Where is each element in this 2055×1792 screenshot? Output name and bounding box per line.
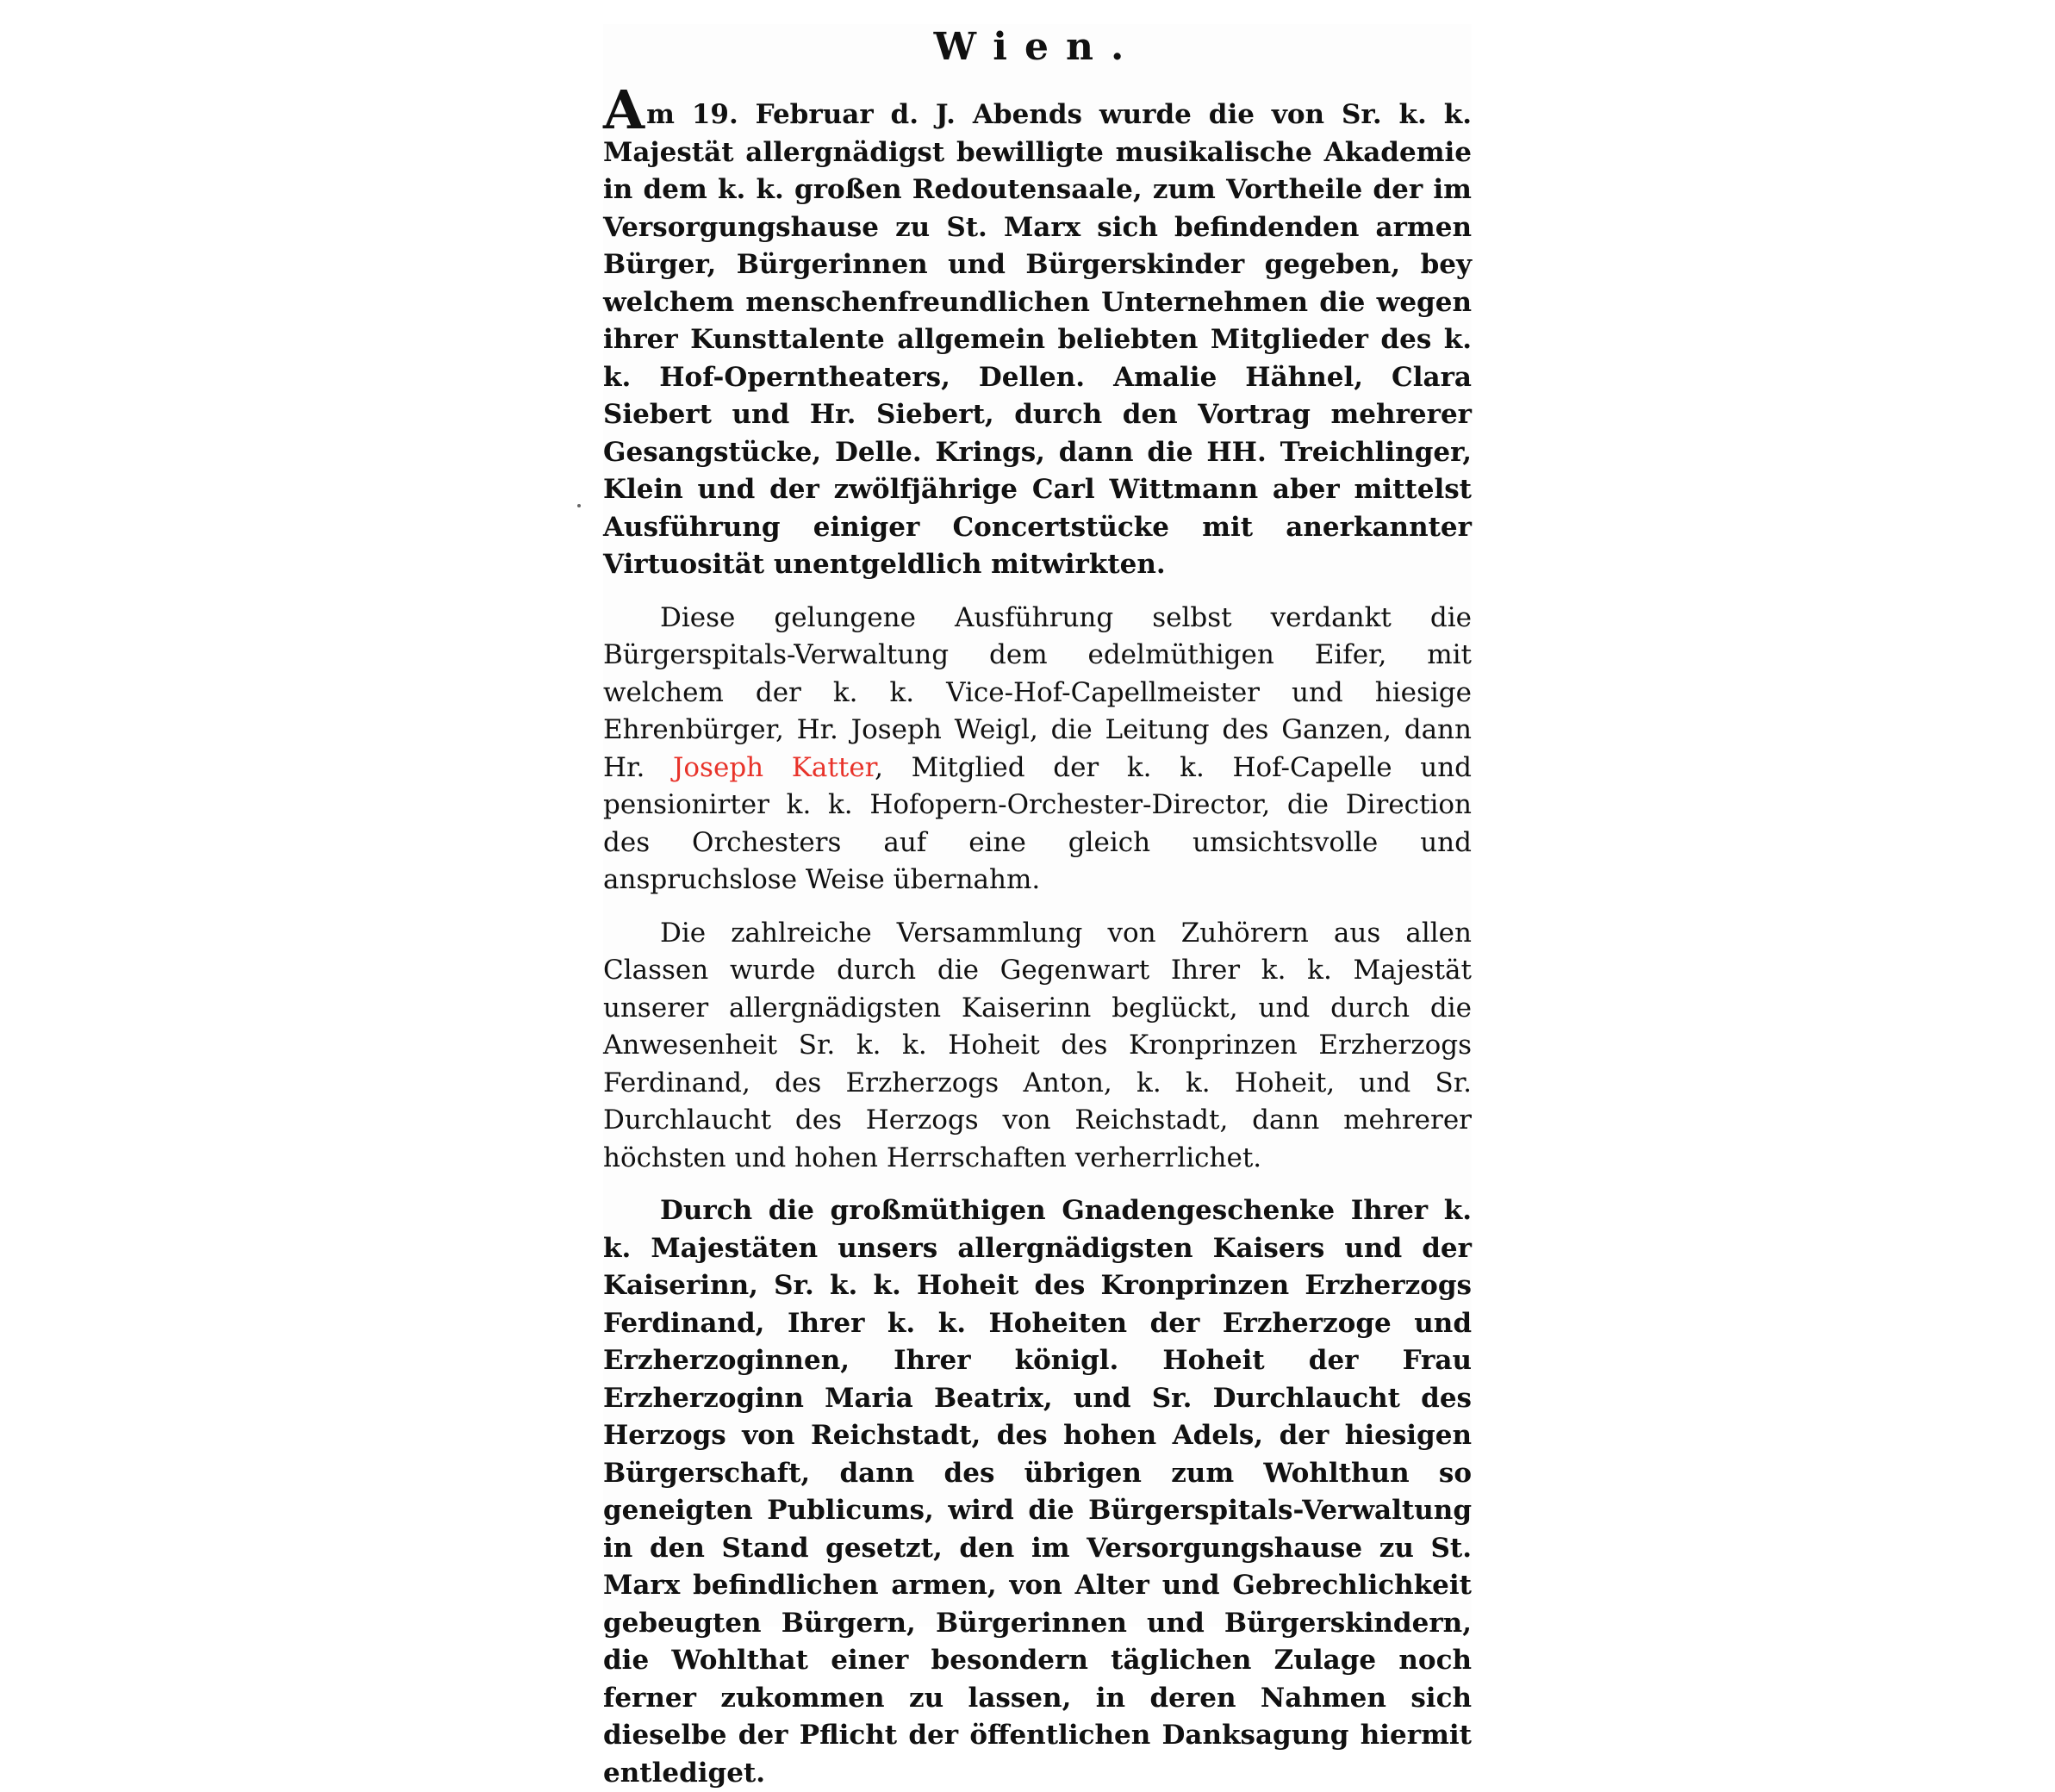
article-heading: Wien. <box>933 25 1142 69</box>
stray-ink-dot <box>577 504 581 507</box>
paragraph-2 <box>603 600 1472 899</box>
paragraph-1 <box>603 78 1472 584</box>
highlighted-name: Joseph Katter <box>672 751 875 783</box>
paragraph-4-text: Durch die großmüthigen Gnadengeschenke Ihrer k. k. Majestäten unsers allergnädigsten Kaisers und der Kaiserinn, Sr. k. k. Hoheit des Kronprinzen Erzherzogs Ferdinand, Ihrer k. k. Hoheiten der Erzherzoge und Erzherzoginnen, Ihrer königl. Hoheit der Frau Erzherzoginn Maria Beatrix, und Sr. Durchlaucht des Herzogs von Reichstadt, des hohen Adels, der hiesigen Bürgerschaft, dann des übrigen zum Wohlthun so geneigten Publicums, wird die Bürgerspitals-Verwaltung in den Stand gesetzt, den im Versorgungshause zu St. Marx befindlichen armen, von Alter und Gebrechlichkeit gebeugten Bürgern, Bürgerinnen und Bürgerskindern, die Wohlthat einer besondern täglichen Zulage noch ferner zukommen zu lassen, in deren Nahmen sich dieselbe der Pflicht der öffentlichen Danksagung hiermit entlediget. <box>603 1195 1472 1789</box>
paragraph-2-text-after: , Mitglied der k. k. Hof-Capelle und pensionirter k. k. Hofopern-Orchester-Director, die Direction des Orchesters auf eine gleich umsichtsvolle und anspruchslose Weise übernahm. <box>603 751 1473 895</box>
article-column <box>603 24 1473 1789</box>
paragraph-4 <box>603 1192 1472 1792</box>
drop-capital: A <box>603 78 645 141</box>
paragraph-3 <box>603 915 1472 1178</box>
paragraph-3-text: Die zahlreiche Versammlung von Zuhörern aus allen Classen wurde durch die Gegenwart Ihrer k. k. Majestät unserer allergnädigsten Kaiserinn beglückt, und durch die Anwesenheit Sr. k. k. Hoheit des Kronprinzen Erzherzogs Ferdinand, des Erzherzogs Anton, k. k. Hoheit, und Sr. Durchlaucht des Herzogs von Reichstadt, dann mehrerer höchsten und hohen Herrschaften verherrlichet. <box>603 917 1472 1173</box>
paragraph-1-text: m 19. Februar d. J. Abends wurde die von Sr. k. k. Majestät allergnädigst bewilligte musikalische Akademie in dem k. k. großen Redoutensaale, zum Vortheile der im Versorgungshause zu St. Marx sich befindenden armen Bürger, Bürgerinnen und Bürgerskinder gegeben, bey welchem menschenfreundlichen Unternehmen die wegen ihrer Kunsttalente allgemein beliebten Mitglieder des k. k. Hof-Operntheaters, Dellen. Amalie Hähnel, Clara Siebert und Hr. Siebert, durch den Vortrag mehrerer Gesangstücke, Delle. Krings, dann die HH. Treichlinger, Klein und der zwölfjährige Carl Wittmann aber mittelst Ausführung einiger Concertstücke mit anerkannter Virtuosität unentgeldlich mitwirkten. <box>603 99 1472 580</box>
paragraph-2-text-before: Diese gelungene Ausführung selbst verdankt die Bürgerspitals-Verwaltung dem edelmüthigen Eifer, mit welchem der k. k. Vice-Hof-Capellmeister und hiesige Ehrenbürger, Hr. Joseph Weigl, die Leitung des Ganzen, dann Hr. <box>603 601 1472 783</box>
